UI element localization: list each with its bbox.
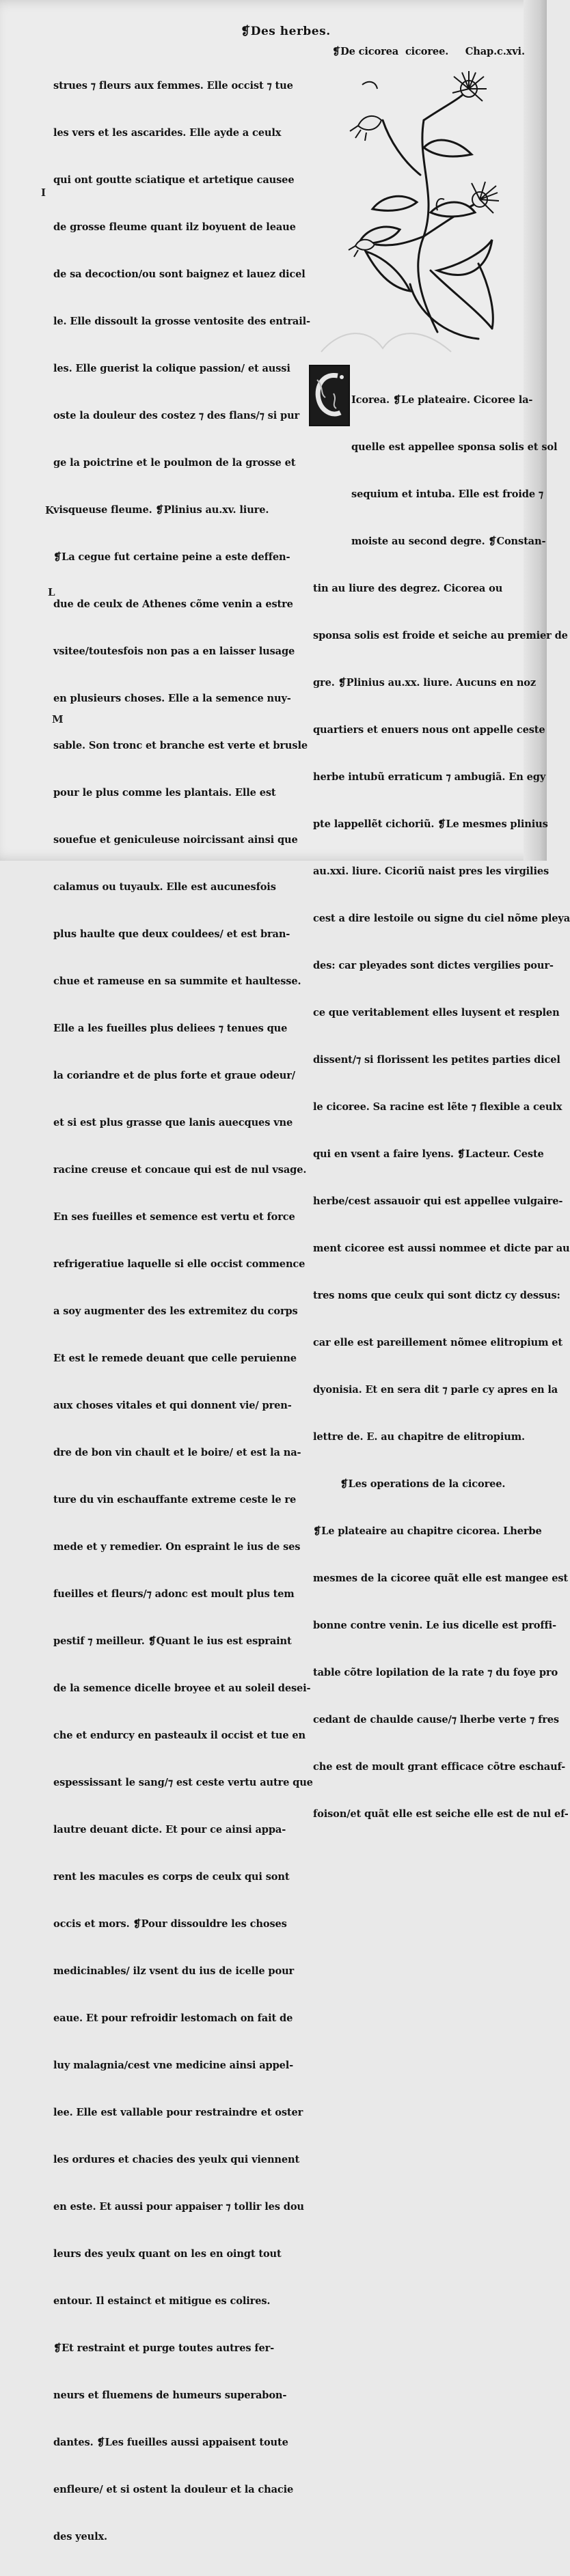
text-line: Et est le remede deuant que celle peruienne	[53, 1353, 297, 1364]
text-line: ce que veritablement elles luysent et resplen	[313, 1007, 560, 1019]
text-line: refrigeratiue laquelle si elle occist commence	[53, 1258, 306, 1270]
text-line: strues ⁊ fleurs aux femmes. Elle occist ⁊ tue	[53, 80, 293, 92]
text-line: sequium et intuba. Elle est froide ⁊	[351, 488, 543, 500]
text-line: plus haulte que deux couldees/ et est bran-	[53, 928, 290, 940]
text-line: lautre deuant dicte. Et pour ce ainsi appa-	[53, 1824, 286, 1836]
text-line: sponsa solis est froide et seiche au premier de	[313, 630, 568, 641]
text-line: qui ont goutte sciatique et artetique causee	[53, 174, 295, 186]
text-line: cedant de chaulde cause/⁊ lherbe verte ⁊ fres	[313, 1714, 559, 1726]
text-line: rent les macules es corps de ceulx qui sont	[53, 1871, 290, 1883]
text-line: aux choses vitales et qui donnent vie/ pren-	[53, 1400, 292, 1411]
text-line: mesmes de la cicoree quãt elle est mangee est	[313, 1573, 569, 1584]
text-line: souefue et geniculeuse noircissant ainsi que	[53, 834, 298, 846]
text-line: medicinables/ ilz vsent du ius de icelle pour	[53, 1965, 295, 1977]
text-line: qui en vsent a faire lyens. ❡Lacteur. Ceste	[313, 1148, 544, 1160]
chicory-woodcut-illustration	[335, 66, 533, 352]
text-line: luy malagnia/cest vne medicine ainsi appel-	[53, 2060, 294, 2071]
margin-letter-i: I	[41, 186, 46, 199]
text-line: che et endurcy en pasteaulx il occist et tue en	[53, 1730, 306, 1741]
text-line: lee. Elle est vallable pour restraindre et oster	[53, 2107, 303, 2118]
text-line: les. Elle guerist la colique passion/ et aussi	[53, 363, 290, 374]
text-line: les ordures et chacies des yeulx qui viennent	[53, 2154, 300, 2165]
text-line: Elle a les fueilles plus deliees ⁊ tenues que	[53, 1023, 288, 1034]
text-line: pestif ⁊ meilleur. ❡Quant le ius est espraint	[53, 1635, 292, 1647]
section-heading: ❡Les operations de la cicoree.	[313, 1478, 506, 1490]
text-line: moiste au second degre. ❡Constan-	[351, 536, 546, 547]
text-line: racine creuse et concaue qui est de nul vsage.	[53, 1164, 307, 1176]
text-line: pte lappellẽt cichoriũ. ❡Le mesmes plinius	[313, 818, 548, 830]
text-line: a soy augmenter des les extremitez du corps	[53, 1305, 298, 1317]
margin-letter-k: K	[45, 504, 55, 516]
text-line: tres noms que ceulx qui sont dictz cy dessus:	[313, 1290, 560, 1301]
margin-letter-l: L	[48, 586, 55, 598]
right-text-column	[313, 361, 570, 1853]
text-line: pour le plus comme les plantais. Elle est	[53, 787, 276, 799]
running-header: ❡Des herbes.	[241, 25, 331, 38]
text-line: ture du vin eschauffante extreme ceste le re	[53, 1494, 297, 1506]
text-line: ❡La cegue fut certaine peine a este deffen-	[53, 551, 290, 563]
text-line: mede et y remedier. On espraint le ius de ses	[53, 1541, 301, 1553]
text-line: quelle est appellee sponsa solis et sol	[351, 441, 558, 453]
text-line: che est de moult grant efficace cõtre eschauf-	[313, 1761, 566, 1773]
text-line: herbe intubũ erraticum ⁊ ambugiã. En egy	[313, 771, 546, 783]
text-line: calamus ou tuyaulx. Elle est aucunesfois	[53, 881, 276, 893]
chapter-heading: ❡De cicorea cicoree. Chap.c.xvi.	[332, 46, 525, 57]
text-line: En ses fueilles et semence est vertu et force	[53, 1211, 295, 1223]
text-line: chue et rameuse en sa summite et haultesse.	[53, 975, 301, 987]
text-line: de sa decoction/ou sont baignez et lauez dicel	[53, 268, 306, 280]
text-line: des: car pleyades sont dictes vergilies pour-	[313, 960, 554, 971]
text-line: occis et mors. ❡Pour dissouldre les choses	[53, 1918, 287, 1930]
text-line: la coriandre et de plus forte et graue odeur/	[53, 1070, 295, 1081]
text-line: eaue. Et pour refroidir lestomach on fait de	[53, 2012, 293, 2024]
text-line: les vers et les ascarides. Elle ayde a ceulx	[53, 127, 282, 139]
text-line: espessissant le sang/⁊ est ceste vertu autre que	[53, 1777, 313, 1788]
text-line: des yeulx.	[53, 2531, 107, 2543]
text-line: neurs et fluemens de humeurs superabon-	[53, 2390, 287, 2401]
text-line: tin au liure des degrez. Cicorea ou	[313, 583, 503, 594]
text-line: ge la poictrine et le poulmon de la grosse et	[53, 457, 296, 469]
text-line: dantes. ❡Les fueilles aussi appaisent toute	[53, 2437, 288, 2448]
text-line: au.xxi. liure. Cicoriũ naist pres les virgilies	[313, 865, 549, 877]
text-line: gre. ❡Plinius au.xx. liure. Aucuns en noz	[313, 677, 537, 689]
text-line: et si est plus grasse que lanis auecques vne	[53, 1117, 293, 1128]
text-line: ❡Le plateaire au chapitre cicorea. Lherbe	[313, 1525, 542, 1537]
text-line: dre de bon vin chault et le boire/ et est la na-	[53, 1447, 301, 1458]
text-line: le. Elle dissoult la grosse ventosite des entrail-	[53, 316, 310, 327]
text-line: dissent/⁊ si florissent les petites parties dicel	[313, 1054, 560, 1066]
text-line: entour. Il estainct et mitigue es colires.	[53, 2295, 271, 2307]
text-line: oste la douleur des costez ⁊ des flans/⁊ si pur	[53, 410, 300, 421]
text-line: quartiers et enuers nous ont appelle ceste	[313, 724, 545, 736]
text-line: enfleure/ et si ostent la douleur et la chacie	[53, 2484, 294, 2495]
text-line: en este. Et aussi pour appaiser ⁊ tollir les dou	[53, 2201, 304, 2213]
text-line: Icorea. ❡Le plateaire. Cicoree la-	[351, 394, 533, 406]
text-line: cest a dire lestoile ou signe du ciel nõme pleya	[313, 913, 570, 924]
text-line: visqueuse fleume. ❡Plinius au.xv. liure.	[53, 504, 269, 516]
text-line: car elle est pareillement nõmee elitropium et	[313, 1337, 563, 1348]
text-line: table cõtre lopilation de la rate ⁊ du foye pro	[313, 1667, 558, 1678]
text-line: fueilles et fleurs/⁊ adonc est moult plus tem	[53, 1588, 295, 1600]
text-line: de grosse fleume quant ilz boyuent de leaue	[53, 221, 296, 233]
left-text-column	[53, 46, 313, 2576]
margin-letter-m: M	[52, 713, 64, 725]
text-line: de la semence dicelle broyee et au soleil desei-	[53, 1682, 311, 1694]
bleed-through-ornament	[314, 321, 458, 355]
text-line: dyonisia. Et en sera dit ⁊ parle cy apres en la	[313, 1384, 558, 1396]
text-line: due de ceulx de Athenes cõme venin a estre	[53, 598, 293, 610]
text-line: bonne contre venin. Le ius dicelle est proffi-	[313, 1620, 556, 1631]
text-line: le cicoree. Sa racine est lẽte ⁊ flexible a ceulx	[313, 1101, 562, 1113]
text-line: ❡Et restraint et purge toutes autres fer-	[53, 2342, 275, 2354]
text-line: vsitee/toutesfois non pas a en laisser lusage	[53, 646, 295, 657]
text-line: foison/et quãt elle est seiche elle est de nul ef-	[313, 1808, 569, 1820]
text-line: leurs des yeulx quant on les en oingt tout	[53, 2248, 282, 2260]
text-line: ment cicoree est aussi nommee et dicte par au	[313, 1243, 570, 1254]
text-line: herbe/cest assauoir qui est appellee vulgaire-	[313, 1195, 563, 1207]
text-line: en plusieurs choses. Elle a la semence nuy-	[53, 693, 291, 704]
text-line: sable. Son tronc et branche est verte et brusle	[53, 740, 308, 751]
text-line: lettre de. E. au chapitre de elitropium.	[313, 1431, 525, 1443]
